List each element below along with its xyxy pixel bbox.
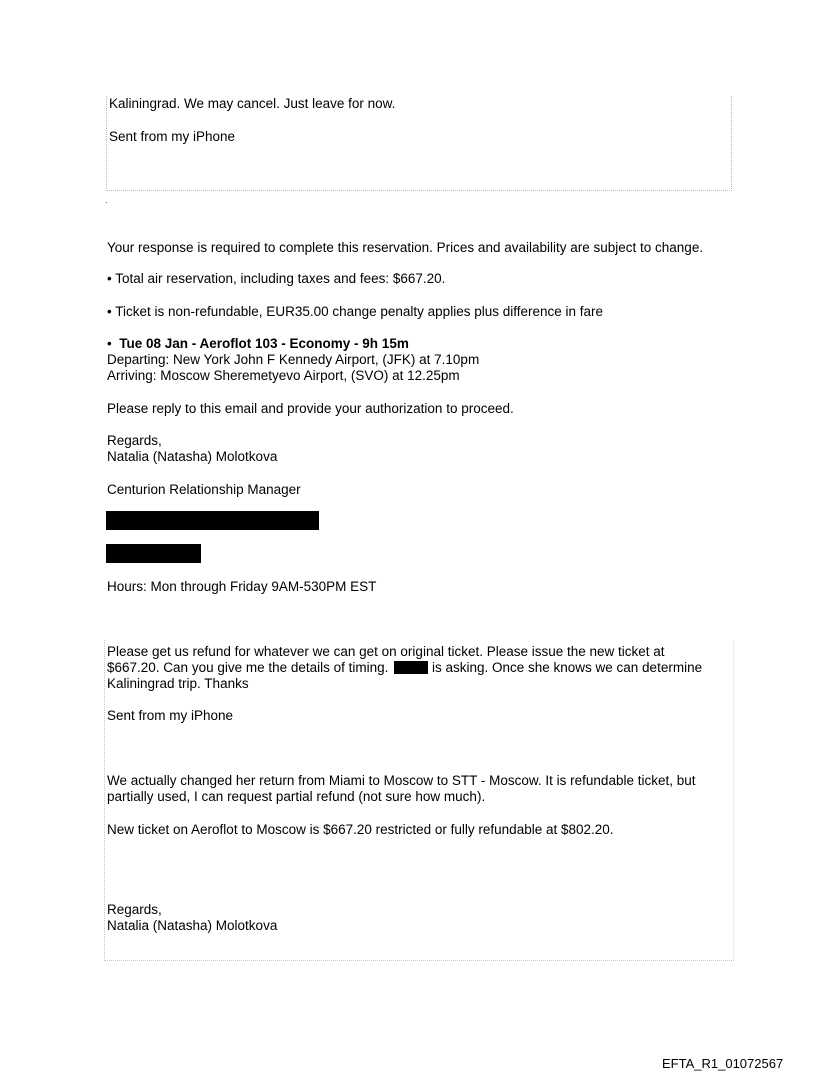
flight-bullet (107, 336, 409, 352)
quoted-text: Kaliningrad. We may cancel. Just leave for now. (109, 96, 396, 111)
reply-line-3: Kaliningrad trip. Thanks (107, 676, 249, 691)
bullet-glyph: • (107, 336, 112, 351)
flight-title: Tue 08 Jan - Aeroflot 103 - Economy - 9h 15m (119, 336, 409, 351)
reply-line-2-end: is asking. Once she knows we can determine (431, 660, 703, 675)
redaction-block (106, 511, 319, 530)
arriving-info: Arriving: Moscow Sheremetyevo Airport, (SVO) at 12.25pm (107, 368, 460, 383)
response-line-2: partially used, I can request partial refund (not sure how much). (107, 789, 486, 804)
business-hours: Hours: Mon through Friday 9AM-530PM EST (107, 579, 377, 594)
redaction-block (106, 544, 201, 563)
total-fare-bullet: • Total air reservation, including taxes and fees: $667.20. (107, 271, 446, 286)
stray-dot (106, 202, 107, 203)
reply-signature: Sent from my iPhone (107, 708, 234, 723)
response-line-3: New ticket on Aeroflot to Moscow is $667.20 restricted or fully refundable at $802.20. (107, 822, 614, 837)
reply-line-2 (107, 660, 702, 676)
response-line-1: We actually changed her return from Miami to Moscow to STT - Moscow. It is refundable ticket, but (107, 773, 696, 788)
response-sender-name: Natalia (Natasha) Molotkova (107, 918, 278, 933)
sender-role: Centurion Relationship Manager (107, 482, 301, 497)
authorization-request: Please reply to this email and provide your authorization to proceed. (107, 401, 514, 416)
document-id: EFTA_R1_01072567 (662, 1056, 784, 1071)
redaction-inline (394, 661, 428, 674)
reply-line-2-start: $667.20. Can you give me the details of timing. (107, 660, 389, 675)
reservation-intro: Your response is required to complete this reservation. Prices and availability are subject to change. (107, 240, 704, 255)
response-regards: Regards, (107, 902, 162, 917)
reply-line-1: Please get us refund for whatever we can get on original ticket. Please issue the new ticket at (107, 644, 665, 659)
departing-info: Departing: New York John F Kennedy Airport, (JFK) at 7.10pm (107, 352, 480, 367)
quoted-signature: Sent from my iPhone (109, 129, 236, 144)
regards-label: Regards, (107, 433, 162, 448)
sender-name: Natalia (Natasha) Molotkova (107, 449, 278, 464)
ticket-terms-bullet: • Ticket is non-refundable, EUR35.00 change penalty applies plus difference in fare (107, 304, 604, 319)
